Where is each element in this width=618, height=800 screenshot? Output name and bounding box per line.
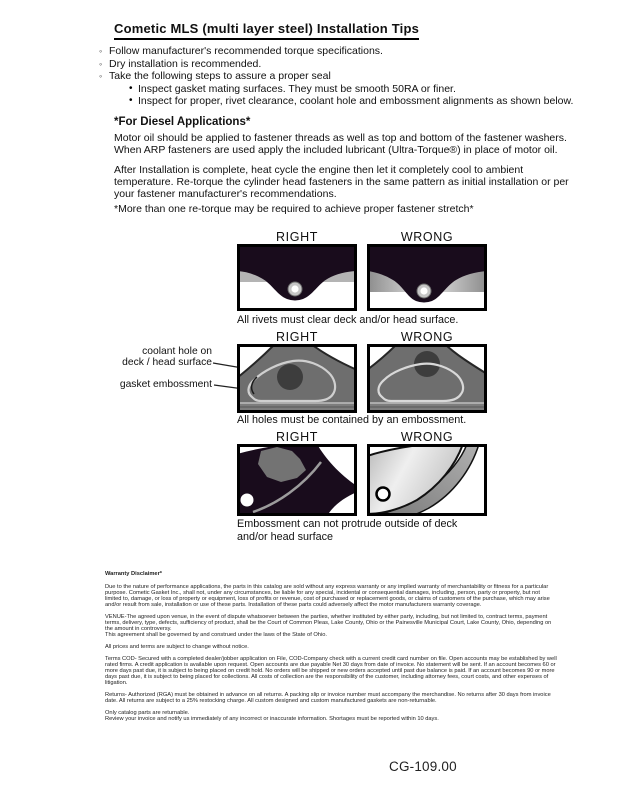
tip-text: Follow manufacturer's recommended torque specifications. (109, 45, 383, 57)
gasket-embossment-label: gasket embossment (119, 379, 212, 390)
row3-caption: Embossment can not protrude outside of deck and/or head surface (237, 518, 458, 543)
disclaimer-paragraph: Terms COD- Secured with a completed dealer/jobber application on File, COD-Company check with a current credit card number on file. Open accounts may be established by well rated firms. A credit application is available upon request. Open accounts are due payable Net 30 days from date of invoice. No statement will be sent. If an account becomes 60 or more days past due, it is subject to being placed on credit hold. No orders will be shipped or new orders accepted until past due balance is paid. If an account becomes 90 or more days past due, it is subject to being placed for collections. All costs of collection are the responsibility of the customer, including attorney fees, court costs, and other expenses of litigation. (105, 656, 557, 686)
sub-tip-item (129, 83, 579, 96)
disclaimer-paragraph: All prices and terms are subject to change without notice. (105, 644, 249, 650)
page-code: CG-109.00 (389, 759, 457, 774)
rivet-right-diagram (237, 244, 357, 311)
embossment-wrong-diagram (367, 444, 487, 516)
warranty-disclaimer (105, 571, 557, 728)
row1-wrong-label: WRONG (400, 230, 454, 244)
bullet-marker: ◦ (99, 46, 103, 56)
tip-item (99, 45, 579, 58)
disclaimer-paragraph: Only catalog parts are returnable. (105, 710, 190, 716)
sub-tip-item (129, 95, 579, 108)
diesel-applications-heading: *For Diesel Applications* (114, 116, 251, 128)
row2-caption: All holes must be contained by an embossment. (237, 414, 467, 426)
retorque-note: *More than one re-torque may be required to achieve proper fastener stretch* (114, 203, 474, 215)
bullet-marker: ◦ (99, 71, 103, 82)
coolant-hole-label: coolant hole on deck / head surface (122, 346, 212, 368)
bullet-marker: • (129, 82, 133, 94)
bullet-marker: ◦ (99, 58, 103, 69)
tip-text: Dry installation is recommended. (109, 57, 262, 70)
disclaimer-paragraph: Review your invoice and notify us immediately of any incorrect or inaccurate information. Shortages must be reported within 10 days. (105, 716, 439, 722)
row1-right-label: RIGHT (276, 230, 318, 244)
tip-text: Inspect for proper, rivet clearance, coolant hole and embossment alignments as shown below. (138, 95, 574, 108)
disclaimer-paragraph: Due to the nature of performance applications, the parts in this catalog are sold without any express warranty or any implied warranty of merchantability or fitness for a particular purpose. Cometic Gasket Inc., shall not, under any circumstances, be liable for any special, incidental or consequential damages, including, person, party or property, but not limited to, damage, or loss of property or equipment, loss of profits or revenue, cost of purchased or replacement goods, or claims of customers of the purchase, which may arise and/or result from sale, installation or use of these parts. Installation of these parts could adversely affect the motor manufacturers warranty coverage. (105, 584, 550, 608)
row2-wrong-label: WRONG (400, 330, 454, 344)
row2-right-label: RIGHT (276, 330, 318, 344)
holes-wrong-diagram (367, 344, 487, 413)
tip-text: Inspect gasket mating surfaces. They must be smooth 50RA or finer. (138, 82, 456, 95)
tip-item (99, 70, 579, 83)
tip-text: Take the following steps to assure a proper seal (109, 70, 331, 83)
disclaimer-heading: Warranty Disclaimer* (105, 571, 163, 577)
installation-tips-list (99, 45, 579, 108)
row3-right-label: RIGHT (276, 430, 318, 444)
disclaimer-paragraph: Returns- Authorized (RGA) must be obtained in advance on all returns. A packing slip or invoice number must accompany the merchandise. No returns after 30 days from invoice date. All returns are subject to a 25% restocking charge. All custom designed and custom manufactured gaskets are non-returnable. (105, 692, 551, 704)
diesel-paragraph-1: Motor oil should be applied to fastener threads as well as top and bottom of the fastener washers. When ARP fasteners are used apply the included lubricant (Ultra-Torque®) in place of motor oil. (114, 132, 567, 156)
row3-wrong-label: WRONG (400, 430, 454, 444)
rivet-wrong-diagram (367, 244, 487, 311)
diesel-paragraph-2: After Installation is complete, heat cycle the engine then let it completely cool to ambient temperature. Re-torque the cylinder head fasteners in the same pattern as initial installation or per your fastener manufacturer's recommendations. (114, 164, 569, 200)
embossment-right-diagram (237, 444, 357, 516)
bullet-marker: • (129, 95, 133, 107)
disclaimer-paragraph: VENUE-The agreed upon venue, in the event of dispute whatsoever between the parties, whether instituted by either party, including, but not limited to, contract terms, payment terms, delivery, type, defects, sufficiency of product, shall be the Court of Common Pleas, Lake County, Ohio or the Painesville Municipal Court, Lake County, Ohio, depending on the amount in controversy. (105, 614, 552, 632)
page-title: Cometic MLS (multi layer steel) Installation Tips (114, 21, 419, 40)
disclaimer-paragraph: This agreement shall be governed by and construed under the laws of the State of Ohio. (105, 632, 327, 638)
holes-right-diagram (237, 344, 357, 413)
tip-item (99, 58, 579, 71)
row1-caption: All rivets must clear deck and/or head surface. (237, 314, 459, 326)
